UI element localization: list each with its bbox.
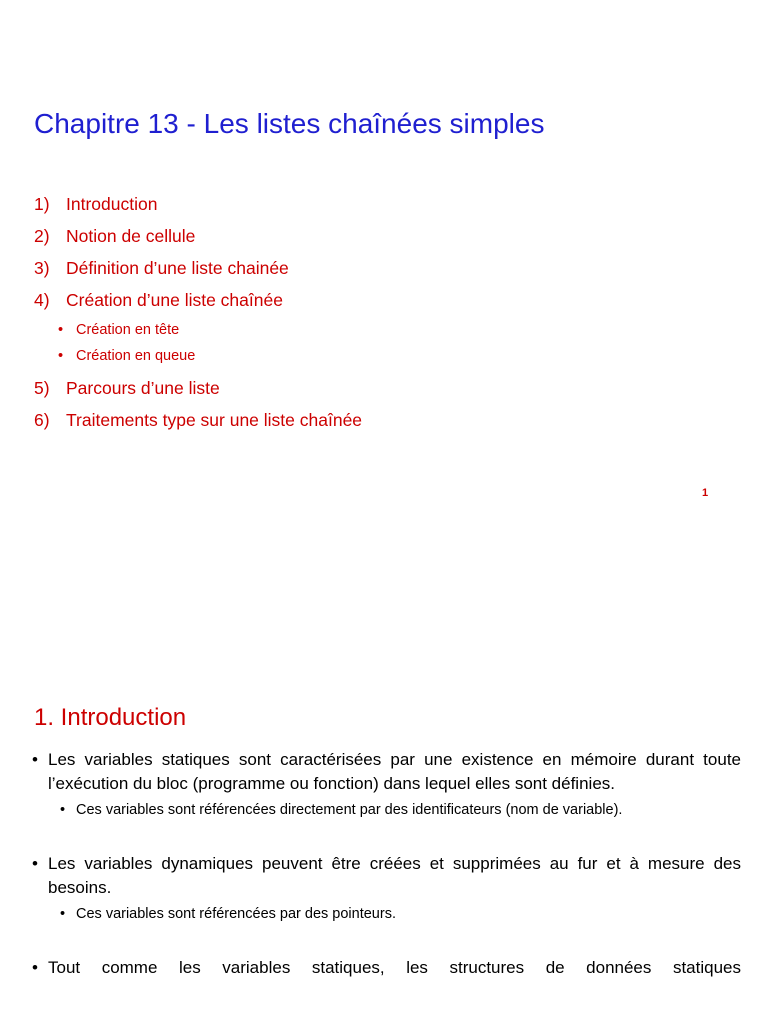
section-title: 1. Introduction [34,704,187,731]
bullet-icon: • [32,854,38,873]
toc-number: 5) [34,378,50,398]
toc-number: 3) [34,258,50,278]
sub-bullet-paragraph [32,904,741,924]
page-number: 1 [702,487,709,499]
toc-label: Introduction [66,194,158,214]
slide-content [32,748,741,980]
table-of-contents [34,192,362,440]
toc-subitem [34,346,362,372]
toc-item [34,224,362,256]
toc-item [34,192,362,224]
bullet-text: Les variables statiques sont caractérisées par une existence en mémoire durant toute l’exécution du bloc (programme ou fonction) dans lequel elles sont définies. [48,750,741,793]
toc-number: 2) [34,226,50,246]
toc-label: Définition d’une liste chainée [66,258,289,278]
bullet-icon: • [60,906,66,922]
bullet-paragraph [32,748,741,796]
bullet-paragraph [32,852,741,900]
bullet-paragraph [32,956,741,980]
toc-sublabel: Création en tête [76,322,180,338]
bullet-icon: • [58,322,64,338]
toc-label: Parcours d’une liste [66,378,220,398]
toc-label: Notion de cellule [66,226,196,246]
toc-number: 1) [34,194,50,214]
toc-number: 6) [34,410,50,430]
toc-subitem [34,320,362,346]
toc-item [34,408,362,440]
slide-title: Chapitre 13 - Les listes chaînées simples [34,108,545,139]
toc-item [34,376,362,408]
sub-bullet-text: Ces variables sont référencées par des pointeurs. [76,906,396,922]
bullet-text: Les variables dynamiques peuvent être créées et supprimées au fur et à mesure des besoins. [48,854,741,897]
sub-bullet-text: Ces variables sont référencées directement par des identificateurs (nom de variable). [76,802,623,818]
slide-2 [0,600,768,1024]
toc-label: Traitements type sur une liste chaînée [66,410,363,430]
bullet-icon: • [58,348,64,364]
toc-sublabel: Création en queue [76,348,196,364]
bullet-icon: • [60,802,66,818]
sub-bullet-paragraph [32,800,741,820]
toc-item [34,288,362,320]
bullet-icon: • [32,750,38,769]
bullet-icon: • [32,958,38,977]
toc-number: 4) [34,290,50,310]
toc-label: Création d’une liste chaînée [66,290,283,310]
bullet-text: Tout comme les variables statiques, les structures de données statiques [48,958,741,977]
toc-item [34,256,362,288]
